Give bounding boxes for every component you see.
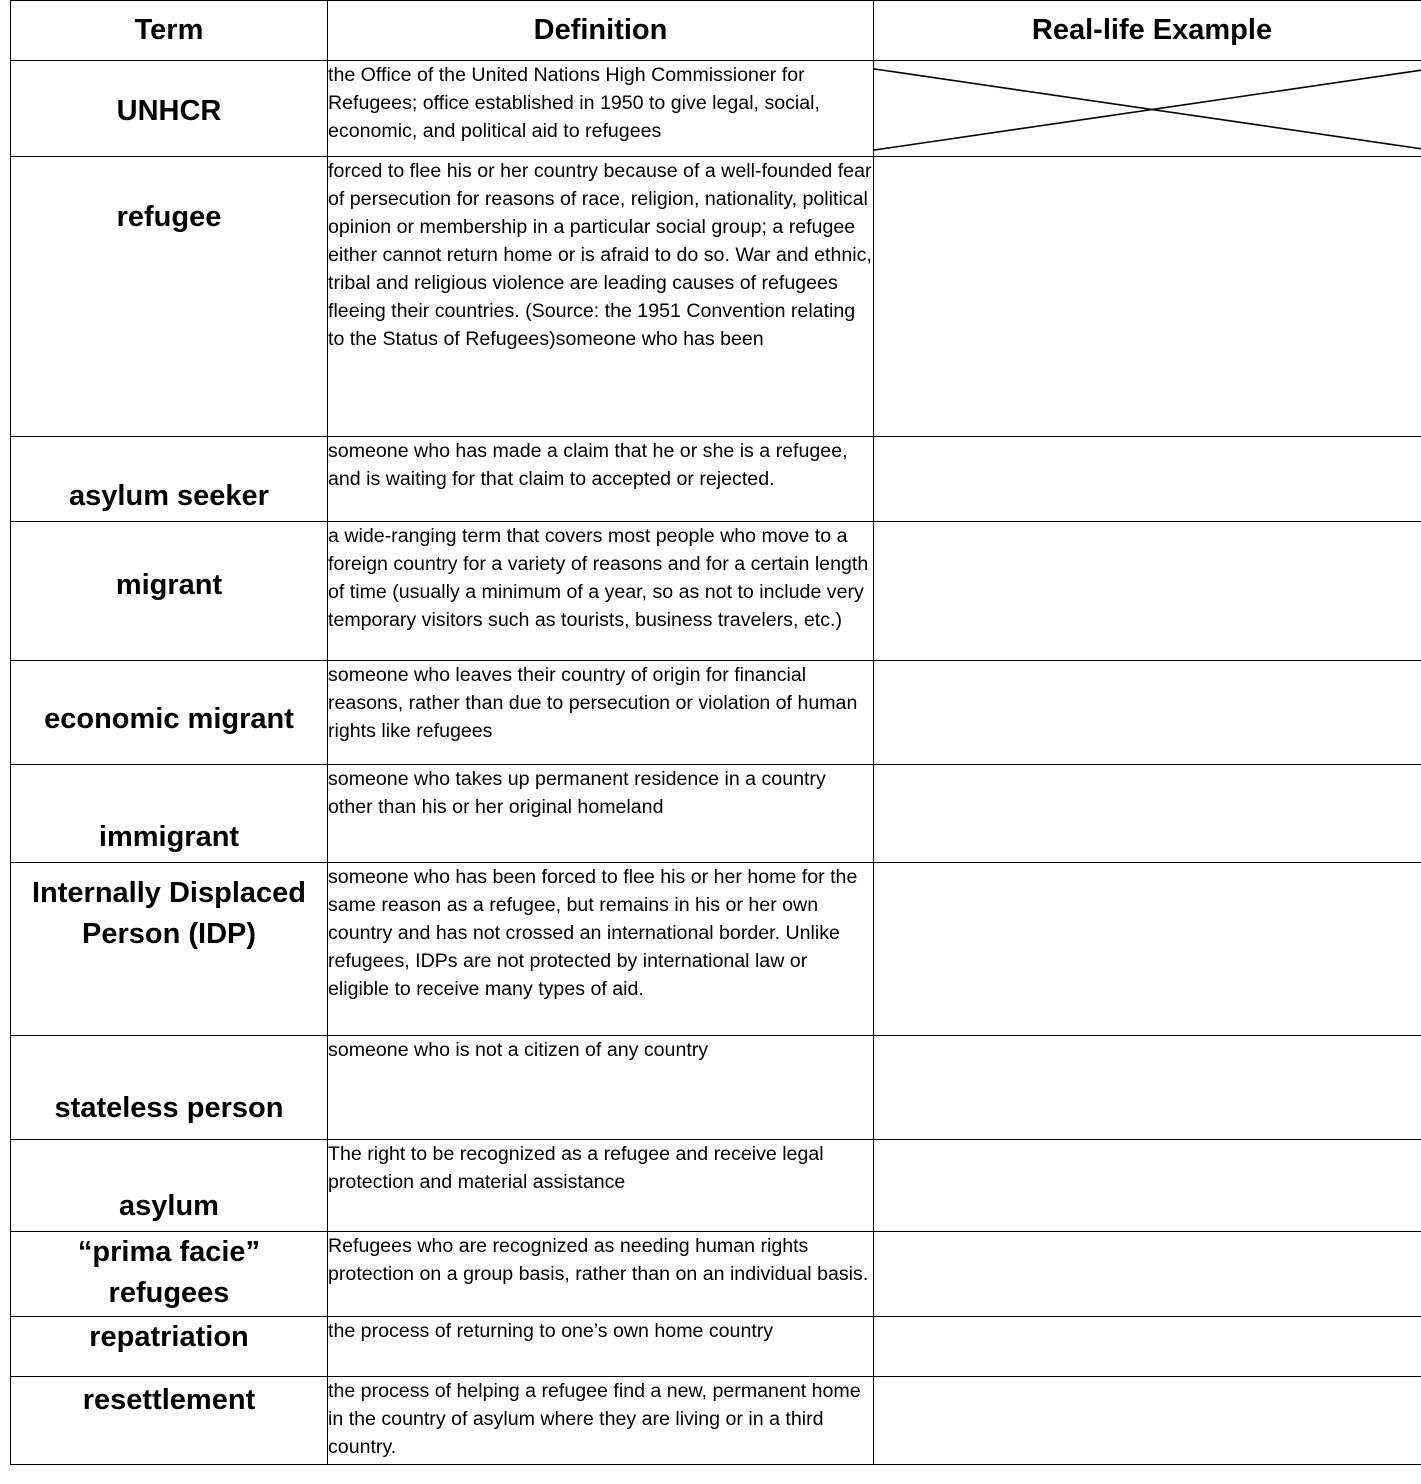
table-row: [11, 437, 1421, 522]
example-cell[interactable]: [874, 1232, 1421, 1317]
table-row: [11, 863, 1421, 1036]
table-row: [11, 1232, 1421, 1317]
example-cell[interactable]: [874, 1036, 1421, 1140]
example-cell[interactable]: [874, 522, 1421, 661]
definition-cell: Refugees who are recognized as needing human rights protection on a group basis, rather than on an individual basis.: [328, 1232, 874, 1317]
term-cell: [11, 765, 328, 863]
term-cell: [11, 437, 328, 522]
term-cell: [11, 1377, 328, 1465]
definition-cell: forced to flee his or her country because of a well-founded fear of persecution for reasons of race, religion, nationality, political opinion or membership in a particular social group; a refugee either cannot return home or is afraid to do so. War and ethnic, tribal and religious violence are leading causes of refugees fleeing their countries. (Source: the 1951 Convention relating to the Status of Refugees)someone who has been: [328, 157, 874, 437]
header-row: [11, 1, 1421, 61]
header-term: Term: [11, 1, 328, 61]
term-label: migrant: [115, 569, 223, 601]
term-cell: [11, 661, 328, 765]
example-cell[interactable]: [874, 863, 1421, 1036]
table-row: [11, 157, 1421, 437]
term-label: economic migrant: [44, 703, 294, 735]
term-label: resettlement: [82, 1384, 256, 1416]
cross-out-icon: [874, 61, 1421, 156]
header-definition: Definition: [328, 1, 874, 61]
example-cell[interactable]: [874, 1140, 1421, 1232]
term-cell: [11, 1232, 328, 1317]
definition-cell: someone who has made a claim that he or she is a refugee, and is waiting for that claim to accepted or rejected.: [328, 437, 874, 522]
term-label: stateless person: [54, 1092, 284, 1124]
term-label: asylum seeker: [69, 480, 269, 512]
term-label: “prima facie” refugees: [77, 1236, 261, 1309]
term-label: immigrant: [98, 821, 240, 853]
definition-cell: the Office of the United Nations High Commissioner for Refugees; office established in 1950 to give legal, social, economic, and political aid to refugees: [328, 61, 874, 157]
table-row: [11, 1140, 1421, 1232]
table-row: [11, 522, 1421, 661]
table-row: [11, 1036, 1421, 1140]
example-cell[interactable]: [874, 437, 1421, 522]
table-row: [11, 61, 1421, 157]
term-label: repatriation: [89, 1321, 249, 1353]
example-cell[interactable]: [874, 661, 1421, 765]
term-cell: [11, 1036, 328, 1140]
definition-cell: the process of returning to one’s own home country: [328, 1317, 874, 1377]
term-cell: [11, 1140, 328, 1232]
header-example: Real-life Example: [874, 1, 1421, 61]
definition-cell: the process of helping a refugee find a new, permanent home in the country of asylum where they are living or in a third country.: [328, 1377, 874, 1465]
definition-cell: someone who has been forced to flee his or her home for the same reason as a refugee, but remains in his or her own country and has not crossed an international border. Unlike refugees, IDPs are not protected by international law or eligible to receive many types of aid.: [328, 863, 874, 1036]
example-cell[interactable]: [874, 1377, 1421, 1465]
term-label: UNHCR: [116, 95, 222, 127]
example-cell[interactable]: [874, 1317, 1421, 1377]
table-row: [11, 765, 1421, 863]
example-cell[interactable]: [874, 765, 1421, 863]
definition-cell: someone who is not a citizen of any country: [328, 1036, 874, 1140]
term-cell: [11, 61, 328, 157]
term-cell: [11, 522, 328, 661]
example-cell-crossed-out: [874, 61, 1421, 157]
definition-cell: someone who takes up permanent residence in a country other than his or her original homeland: [328, 765, 874, 863]
term-label: asylum: [119, 1190, 219, 1222]
definition-cell: The right to be recognized as a refugee and receive legal protection and material assistance: [328, 1140, 874, 1232]
term-label: refugee: [116, 201, 222, 233]
vocabulary-table: [10, 0, 1421, 1465]
example-cell[interactable]: [874, 157, 1421, 437]
term-cell: [11, 863, 328, 1036]
table-row: [11, 1377, 1421, 1465]
term-cell: [11, 157, 328, 437]
definition-cell: a wide-ranging term that covers most people who move to a foreign country for a variety of reasons and for a certain length of time (usually a minimum of a year, so as not to include very temporary visitors such as tourists, business travelers, etc.): [328, 522, 874, 661]
definition-cell: someone who leaves their country of origin for financial reasons, rather than due to persecution or violation of human rights like refugees: [328, 661, 874, 765]
table-row: [11, 1317, 1421, 1377]
table-row: [11, 661, 1421, 765]
term-label: Internally Displaced Person (IDP): [32, 877, 306, 950]
term-cell: [11, 1317, 328, 1377]
